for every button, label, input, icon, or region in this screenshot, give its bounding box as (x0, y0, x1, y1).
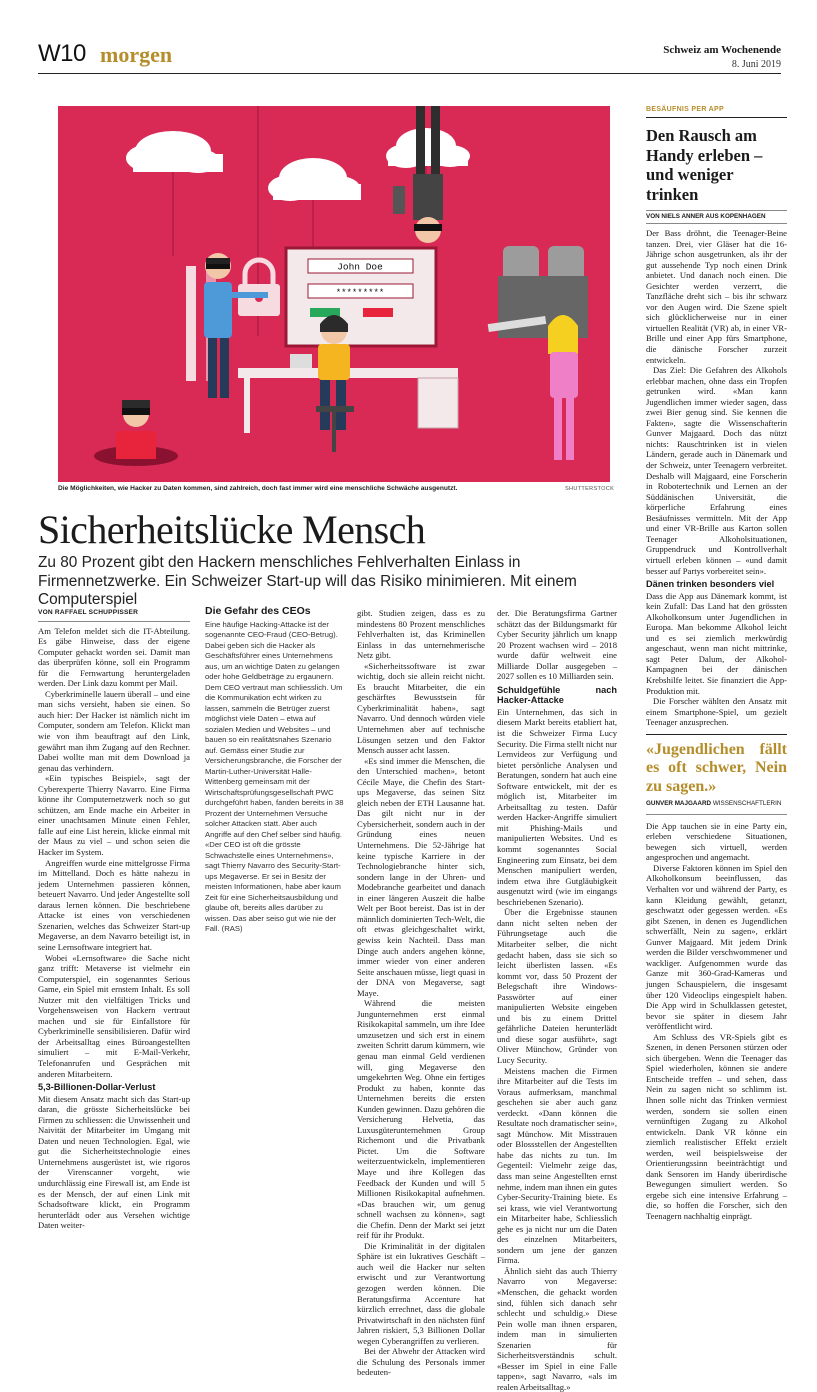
sidebar-body (646, 228, 787, 1222)
info-box-title: Die Gefahr des CEOs (205, 605, 311, 617)
paragraph: Die App tauchen sie in eine Party ein, erleben verschiedene Situationen, bewegen sich virtuell, werden angesprochen und angemacht. (646, 820, 787, 863)
sidebar-title: Den Rausch am Handy erleben – und weniger trinken (646, 126, 763, 204)
image-caption: Die Möglichkeiten, wie Hacker zu Daten kommen, sind zahlreich, doch fast immer wird eine menschliche Schwäche ausgenutzt. (58, 485, 458, 492)
paragraph: «Es sind immer die Menschen, die den Unterschied machen», betont Cécile Maye, die Chefin des Start-ups Megaverse, das seinen Sitz gleich neben der ETH Lausanne hat. Das gilt nicht nur in der Cybersicherheit, sondern auch in der Gründung eines neuen Unternehmens. Die 52-Jährige hat keine typische Karriere in der Technologiebranche hinter sich, sondern lange in der Uhren- und Modebranche gearbeitet und danach in einer längeren Auszeit die halbe Welt per Boot bereist. Das ist in der männlich dominierten Tech-Welt, die oft etwas gleichgeschaltet wirkt, gewiss kein Nachteil. Dass man Dinge auch anders angehen könne, immer wieder von einer anderen Seite anschauen müsse, liegt quasi in der DNA von Megaverse, sagt Maye. (357, 755, 485, 998)
article-column-4 (497, 608, 617, 1392)
masthead (38, 40, 781, 74)
article-byline: VON RAFFAEL SCHUPPISSER (38, 608, 190, 622)
quote-author: GUNVER MAJGAARD (646, 800, 712, 808)
login-username: John Doe (337, 261, 383, 273)
paragraph: Wobei «Lernsoftware» die Sache nicht ganz trifft: Metaverse ist vielmehr ein Computerspiel, ein sogenanntes Serious Game, ein Spiel mit ernstem Inhalt. Es soll Nutzer mit den vielfältigen Tricks und Vorgehensweisen von Hackern vertraut machen und sie für Einfallstore für Cyberkriminelle sensibilisieren. Dafür wird der Arbeitsalltag eines Büroangestellten simuliert – mit E-Mail-Verkehr, Telefonanrufen und Gesprächen mit anderen Mitarbeitern. (38, 952, 190, 1079)
hacker-figure-hanging (393, 106, 443, 243)
article-headline: Sicherheitslücke Mensch (38, 507, 426, 552)
paragraph: Meistens machen die Firmen ihre Mitarbeiter auf die Tests im Voraus aufmerksam, manchmal geschehen sie aber auch ganz verdeckt. «Dann können die Resultate noch dramatischer sein», sagt Münchow. Mit Misstrauen oder Blossstellen der Angestellten habe das nichts zu tun. Im Gegenteil: Vielmehr zeige das, dass man seine Angestellten ernst nehme, indem man ihnen ein gutes Cyber-Security-Training biete. Es sei krass, wie viel Verantwortung ein Mitarbeiter habe, Schliesslich gehe es ja nicht nur um die Daten des einzelnen Mitarbeiters, sondern um jene der ganzen Firma. (497, 1065, 617, 1266)
issue-date: 8. Juni 2019 (731, 59, 781, 70)
article-subhead: Zu 80 Prozent gibt den Hackern menschliches Fehlverhalten Einlass in Firmennetzwerke. Ein Schweizer Start-up will das Risiko minimieren. Mit einem Computerspiel (38, 554, 577, 608)
paragraph: gibt. Studien zeigen, dass es zu mindestens 80 Prozent menschliches Fehlverhalten ist, das Kriminellen Einlass in das unternehmerische Netz gibt. (357, 608, 485, 661)
subheading: Dänen trinken besonders viel (646, 579, 775, 590)
illustration-svg (58, 106, 610, 482)
pull-quote-text: «Jugendlichen fällt es oft schwer, Nein zu sagen.» (646, 740, 787, 795)
image-credit: SHUTTERSTOCK (565, 486, 615, 492)
article-column-1 (38, 608, 190, 1231)
sidebar-byline: VON NIELS ANNER AUS KOPENHAGEN (646, 210, 787, 224)
login-password: ********* (335, 288, 385, 298)
paragraph: Bei der Abwehr der Attacken wird die Schulung des Personals immer bedeuten- (357, 1346, 485, 1378)
pull-quote-attribution (646, 799, 787, 815)
quote-role: WISSENSCHAFTLERIN (712, 800, 782, 808)
paragraph: «Sicherheitssoftware ist zwar wichtig, doch sie allein reicht nicht. Es braucht Mitarbeiter, die ein geschärftes Bewusstsein für Cyberkriminalität haben», sagt Navarro. Und dennoch würden viele Unternehmen aber auf technische Lösungen setzen und den Faktor Mensch ausser acht lassen. (357, 660, 485, 756)
paragraph: Am Telefon meldet sich die IT-Abteilung. Es gäbe Hinweise, dass der eigene Computer gehackt worden sei. Damit man das überprüfen könne, soll ein Programm für die Fernwartung heruntergeladen werden. Der Link dazu kommt per Mail. (38, 625, 190, 689)
paragraph: Ähnlich sieht das auch Thierry Navarro von Megaverse: «Menschen, die gehackt worden sind, fühlen sich danach sehr schlecht und schuldig.» Diese Pein wolle man ihnen ersparen, indem man in simulierten Szenarien für Sicherheitsverständnis schult. «Besser im Spiel in eine Falle tappen», sagt Navarro, «als im realen Arbeitsalltag.» (497, 1265, 617, 1392)
sidebar-kicker: BESÄUFNIS PER APP (646, 106, 787, 118)
woman-with-telescope (488, 246, 588, 460)
paragraph: Diverse Faktoren können im Spiel den Alkoholkonsum beeinflussen, das Verhalten vor und während der Party, es kann Kleidung gewählt, getanzt, geschwatzt oder gegessen werden. «Es gibt Szenen, in denen es Jugendlichen schwerfällt, Nein zu sagen», erklärt Gunver Majgaard. Mit jedem Drink werden die Bilder verschwommener und wackliger. Aufgenommen wurde das Ganze mit 360-Grad-Kameras und jungen Schauspielern, die insgesamt über 120 Videoclips eingespielt haben. Die App wird in Schulklassen getestet, bevor sie später in diesem Jahr veröffentlicht wird. (646, 862, 787, 1032)
paragraph: Über die Ergebnisse staunen dann nicht selten neben der Führungsetage auch die Mitarbeiter selber, die nicht gedacht haben, dass sie sich so leicht überlisten lassen. «Es kommt vor, dass 50 Prozent der Belegschaft ihre Windows-Passwörter auf einer manipulierten Website eingeben und bis zu einem Drittel gefährliche Dateien herunterlädt und diese sogar ausführt», sagt Oliver Münchow, Gründer von Lucy Security. (497, 907, 617, 1065)
paragraph: Das Ziel: Die Gefahren des Alkohols erlebbar machen, ohne dass ein Tropfen getrunken wird. «Man kann Jugendlichen immer wieder sagen, dass zwei Bier genug sind. Sie kennen die Fakten», sagte die Wissenschafterin Gunver Majgaard. Doch das nützt nichts: Rauschtrinken ist in vielen Ländern, gerade auch in Dänemark und der Schweiz, unter Teenagern verbreitet. Deshalb will Majgaard, eine Forscherin in Robotertechnik und Lernen an der Süddänischen Universität, die körperliche Erfahrung eines Besäufnisses vermitteln. Mit der App und einer VR-Brille aus Karton sollen Teenager Alkoholsituationen, Gruppendruck und Kontrollverhalt virtuell erleben können – «und damit besser auf Partys vorbereitet sein». (646, 365, 787, 576)
article-column-3 (357, 608, 485, 1378)
paragraph: Die Forscher wählten den Ansatz mit einem Smartphone-Spiel, um gezielt Teenager anzusprechen. (646, 696, 787, 728)
paragraph: Dass die App aus Dänemark kommt, ist kein Zufall: Das Land hat den grössten Alkoholkonsum unter Jugendlichen in Europa. Man bekomme Alkohol leicht und es sei ziemlich merkwürdig angeschaut, wenn man nicht mittrinke, sagt Peter Dalum, der Alkohol-Kampagnen bei der dänischen Krebshilfe leitet. Sie finanziert die App-Produktion mit. (646, 590, 787, 696)
pull-quote (646, 734, 787, 815)
paragraph: Der Bass dröhnt, die Teenager-Beine tanzen. Drei, vier Gläser hat die 16-Jährige schon ausgetrunken, als ihr der gut aussehende Typ noch einen Drink anbietet. Und danach noch einen. Die Gesichter werden verzerrt, die Tanzfläche dreht sich – bis ihr schwarz vor den Augen wird. Die Szene spielt sich glücklicherweise nur in einer virtuellen Realität (VR) ab, in einer VR-Brille und einer App fürs Smartphone, die dänische Forscher zurzeit entwickeln. (646, 228, 787, 365)
subheading: Schuldgefühle nach Hacker-Attacke (497, 684, 617, 706)
section-name: morgen (100, 42, 173, 67)
padlock-icon (238, 260, 280, 316)
paragraph: Die Kriminalität in der digitalen Sphäre ist ein lukratives Geschäft – auch weil die Hacker nur selten erwischt und zur Verantwortung gezogen werden können. Die Beratungsfirma Accenture hat kürzlich errechnet, dass die globale Privatwirtschaft in den nächsten fünf Jahren riskiert, 5,3 Billionen Dollar wegen Cyberangriffen zu verlieren. (357, 1240, 485, 1346)
paragraph: der. Die Beratungsfirma Gartner schätzt das der Bildungsmarkt für Cyber Security jährlich um knapp 20 Prozent wachsen wird – 2018 wurde dafür weltweit eine Milliarde Dollar ausgegeben – 2027 sollen es 10 Milliarden sein. (497, 608, 617, 682)
hacker-illustration (58, 106, 610, 482)
hacker-figure-manhole (94, 400, 178, 466)
info-box-ceo (205, 606, 345, 935)
page-number: W10 (38, 40, 86, 67)
paragraph: Cyberkriminelle lauern überall – und eine man sichs versieht, haben sie einen. So auch hier: Der Hacker ist nämlich nicht im Computer, sondern am Telefon. Klickt man wie von ihm beauftragt auf den Link, gewährt man ihm Zugang auf den Rechner. Dabei wollte man mit dem Download ja genau das verhindern. (38, 688, 190, 773)
paragraph: Mit diesem Ansatz macht sich das Start-up daran, die grösste Sicherheitslücke bei Firmen zu schliessen: die Unwissenheit und Naivität der Mitarbeiter im Umgang mit Daten und neuen Technologien. Egal, wie gut die Sicherheitstechnologie eines Unternehmens ausgerüstet ist, wie rigoros der Virenscanner vorgeht, wie undurchlässig eine Firewall ist, am Ende ist es der Mensch, der auf einen Link mit Schadsoftware klickt, ein Programm herunterlädt oder aus Versehen wichtige Daten weiter- (38, 1093, 190, 1231)
paragraph: «Ein typisches Beispiel», sagt der Cyberexperte Thierry Navarro. Eine Firma könne ihr Computernetzwerk noch so gut schützen, am Ende mache ein Arbeiter in einer unachtsamen Minute einen Fehler, falle auf eine List herein, klicke einmal mit der Maus zu viel – und schon seien die Hacker im System. (38, 773, 190, 858)
paragraph: Während die meisten Jungunternehmen erst einmal Risikokapital sammeln, um ihre Idee umzusetzen und sich erst in einem zweiten Schritt darum kümmern, wie genau man einmal Geld verdienen will, ging Megaverse den umgekehrten Weg. Ohne ein fertiges Produkt zu haben, konnte das Unternehmen bereits die ersten Kunden gewinnen. Dazu gehören die Versicherung Helvetia, das Luxusgüterunternehmen Group Richemont und die Privatbank Pictet. Um die Software weiterzuentwickeln, implementieren Maye und ihre Kollegen das Feedback der Kunden und will 5 Millionen Risikokapital aufnehmen. «Das brauchen wir, um genug schnell wachsen zu können», sagt die Chefin. Denn der Markt sei jetzt reif für ihr Produkt. (357, 998, 485, 1241)
paragraph: Ein Unternehmen, das sich in diesem Markt bereits etabliert hat, ist die Schweizer Firma Lucy Security. Die Firma stellt nicht nur Lernvideos zur Verfügung und bietet persönliche Analysen und Beratungen, sondern hat auch eine Software entwickelt, mit der es möglich ist, Mitarbeiter im Arbeitsalltag zu testen. Dafür werden Hacker-Angriffe simuliert mit Phishing-Mails und manipulierten Websites. Und es kommt sogenanntes Social Engineering zum Einsatz, bei dem Menschen manipuliert werden, indem etwa ihre Gutgläubigkeit ausgenutzt wird (wie im eingangs beschriebenen Szenario). (497, 706, 617, 907)
sidebar-article (646, 106, 787, 1222)
paragraph: Angreiffen wurde eine mittelgrosse Firma im Mittelland. Doch es hätte nahezu in jedem Unternehmen passieren können, beteuert Navarro. Und jeder Angestellte soll daraus lernen können. Die beschriebene Attacke ist eines von verschiedenen Szenarien, welches das Schweizer Start-up Megaverse, an dem Navarro beteiligt ist, in seine Lernsoftware integriert hat. (38, 857, 190, 952)
info-box-text: Eine häufige Hacking-Attacke ist der sogenannte CEO-Fraud (CEO-Betrug). Dabei geben sich die Hacker als Geschäftsführer eines Unternehmens aus, um an wichtige Daten zu gelangen oder hohe Geldbeträge zu ergaunern. Dem CEO vertraut man schliesslich. Um die Kommunikation echt wirken zu lassen, sammeln die Betrüger zuerst möglichst viele Daten – etwa auf sozialen Medien und Websites – und bauen so ein realitätsnahes Szenario auf. Gemäss einer Studie zur Versicherungsbranche, die Forscher der Martin-Luther-Universität Halle-Wittenberg gemeinsam mit der Wirtschaftsprüfungsgesellschaft PWC durchgeführt haben, fanden bereits in 38 Prozent der Unternehmen Versuche solcher Attacken statt. Aber auch Angriffe auf den Chef selber sind häufig. «Der CEO ist oft die grösste Schwachstelle eines Unternehmens», sagt Thierry Navarro des Security-Start-ups Megaverse. Er sei in Besitz der meisten Informationen, habe aber kaum Zeit für eine Sicherheitsausbildung und glaube oft, bereits alles darüber zu wissen. Das aber seiso gut wie nie der Fall. (RAS) (205, 619, 344, 934)
subheading: 5,3-Billionen-Dollar-Verlust (38, 1082, 156, 1093)
paragraph: Am Schluss des VR-Spiels gibt es Szenen, in denen Personen stürzen oder sich übergeben. Wenn die Teenager das Spiel wiederholen, können sie andere Entscheide treffen – und sehen, dass Nein zu sagen nicht so schlimm ist. Ihnen solle nicht das Trinken vermiest werden, sondern sie sollen einen vernünftigen Zugang zu Alkohol entwickeln. Dank VR könne ein ziemlich realistischer Effekt erzielt werden, weil beispielsweise der Orientierungssinn beeinträchtigt und dank Sensoren im Handy überirdische Bewegungen simuliert werden. So ergebe sich eine intensive Erfahrung – die, so hoffen die Forscher, sich den Teenagern nachhaltig einprägt. (646, 1031, 787, 1221)
cloud-icon (126, 131, 223, 173)
newspaper-name: Schweiz am Wochenende (663, 44, 781, 56)
